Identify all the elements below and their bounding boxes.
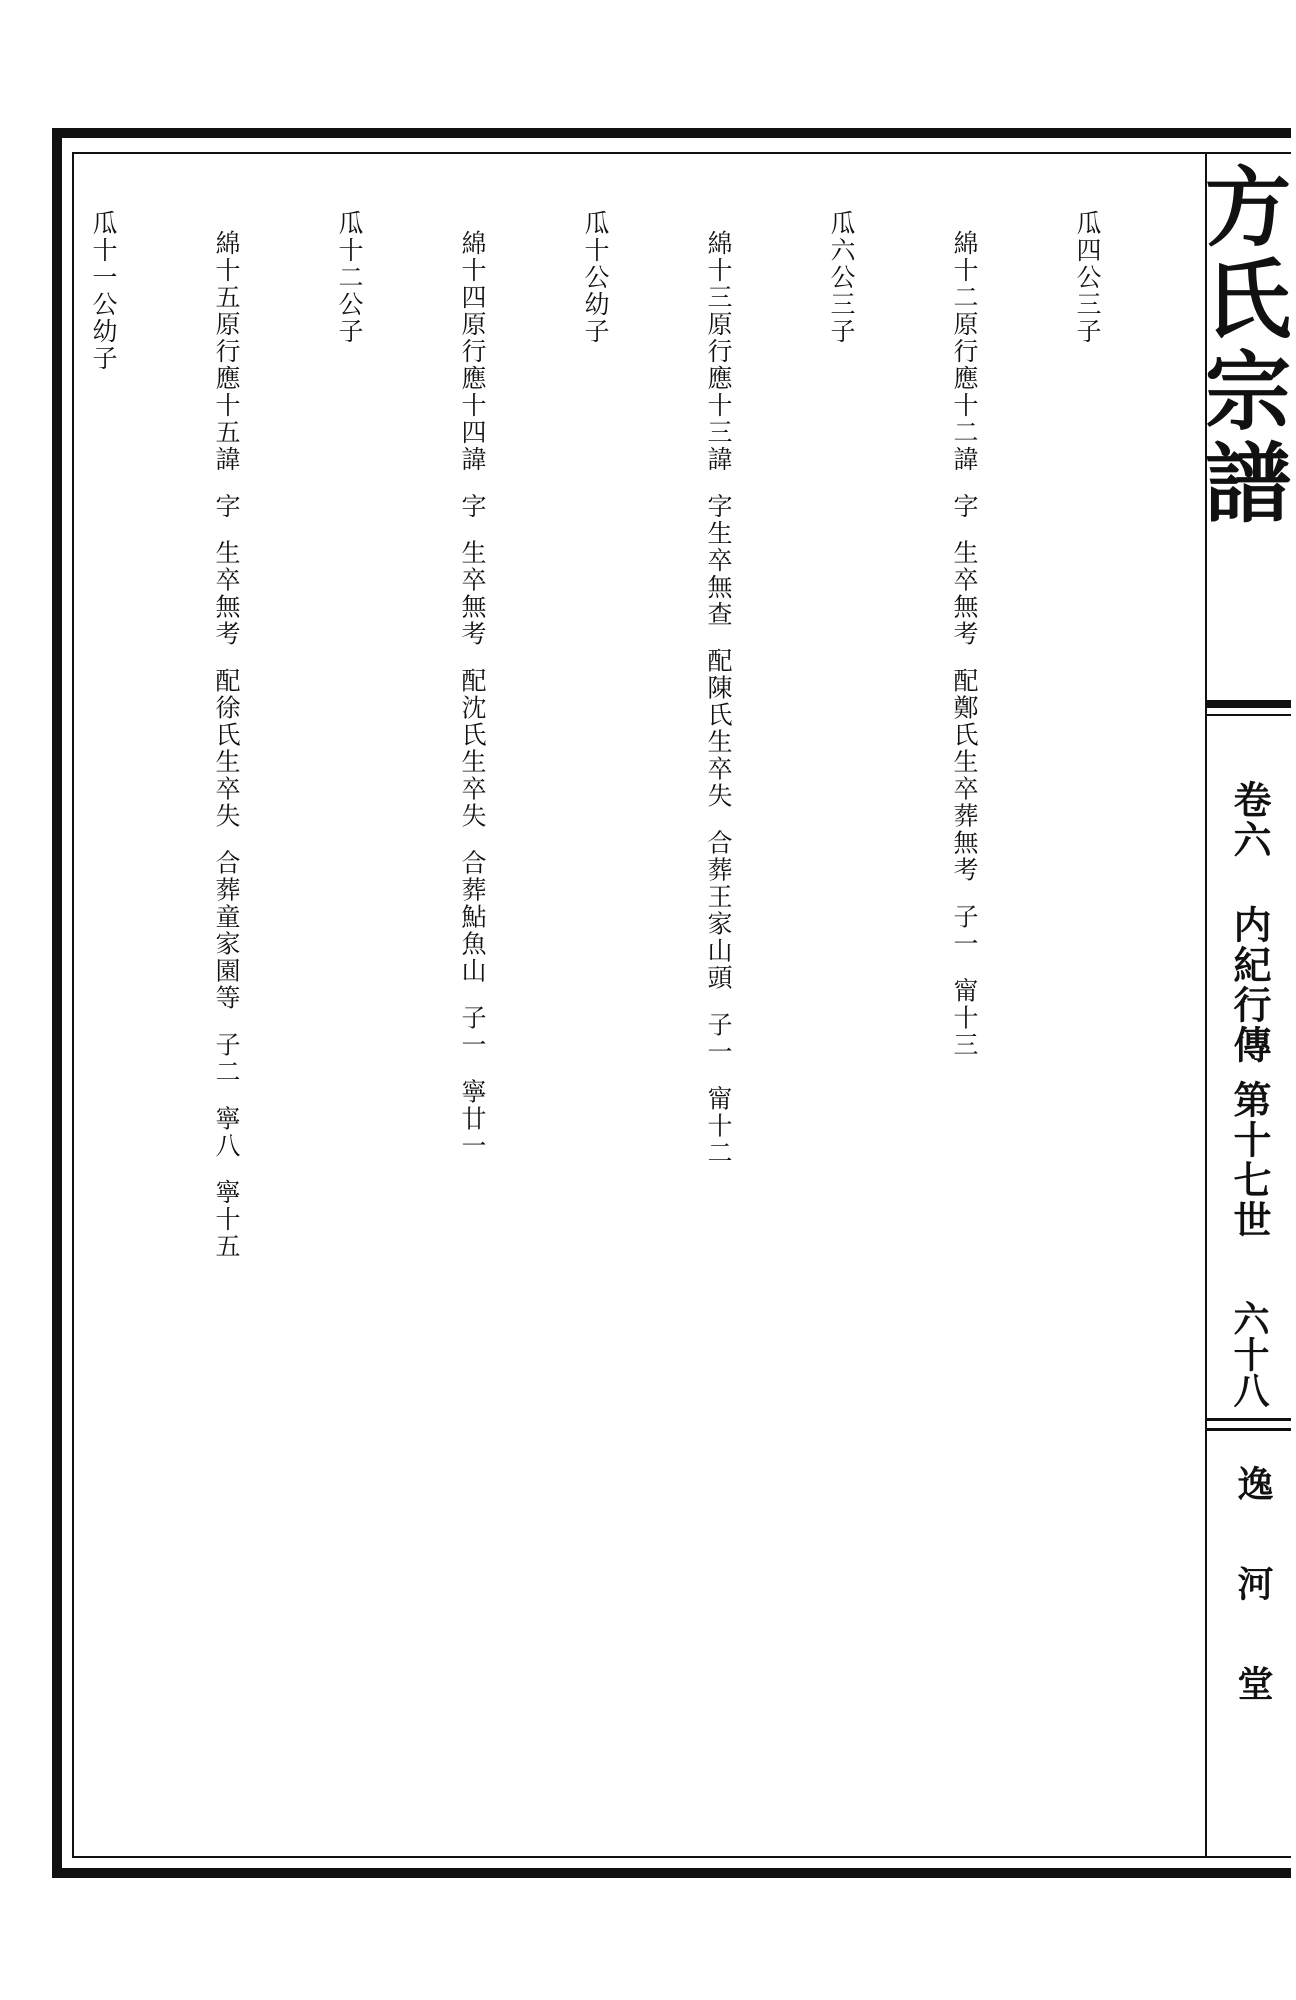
genealogy-text — [80, 210, 1190, 1840]
text-column: 瓜六公三子 — [827, 210, 856, 345]
title-separator-thin — [1207, 714, 1291, 716]
hall-separator-top — [1207, 1418, 1291, 1421]
text-column: 綿十二原行應十二諱 字 生卒無考 配鄭氏生卒葬無考 子一 甯十三 — [950, 210, 979, 1059]
title-separator-thick — [1207, 700, 1291, 708]
chapter-label: 内紀行傳 第十七世 — [1227, 905, 1272, 1241]
text-column: 瓜十二公子 — [335, 210, 364, 345]
genealogy-title: 方氏宗譜 — [1190, 162, 1291, 530]
text-column — [0, 210, 1, 1840]
hall-separator-bottom — [1207, 1428, 1291, 1431]
text-column: 瓜十公幼子 — [581, 210, 610, 345]
text-column: 瓜四公三子 — [1073, 210, 1102, 345]
hall-name: 逸河堂 — [1232, 1465, 1274, 1765]
text-column: 綿十五原行應十五諱 字 生卒無考 配徐氏生卒失 合葬童家園等 子二 寧八 寧十五 — [212, 210, 241, 1261]
volume-label: 卷六 — [1227, 780, 1272, 860]
text-column: 綿十四原行應十四諱 字 生卒無考 配沈氏生卒失 合葬鮎魚山 子一 寧廿一 — [458, 210, 487, 1160]
page-number: 六十八 — [1228, 1300, 1270, 1408]
text-column: 綿十三原行應十三諱 字生卒無查 配陳氏生卒失 合葬王家山頭 子一 甯十二 — [704, 210, 733, 1167]
text-column: 瓜十一公幼子 — [89, 210, 118, 372]
